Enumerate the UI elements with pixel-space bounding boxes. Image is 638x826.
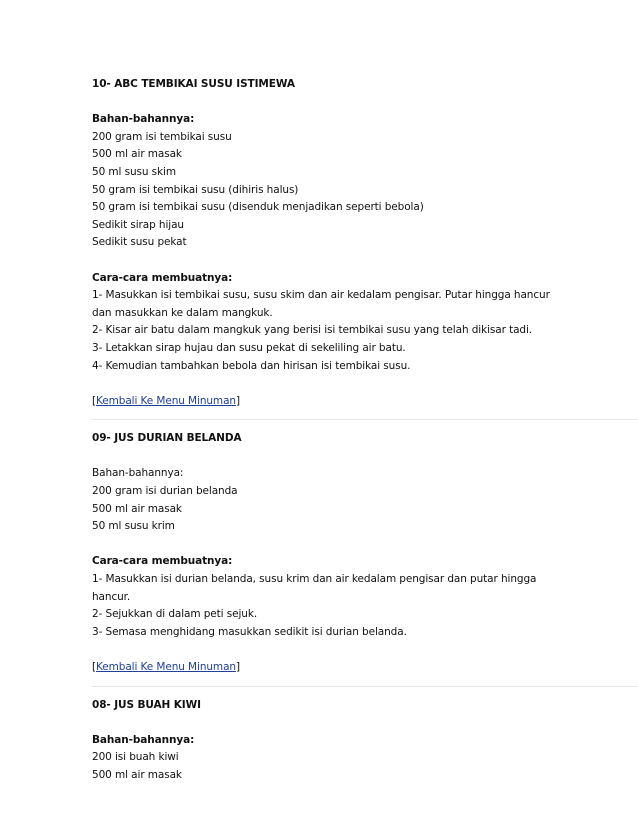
method-step: 3- Semasa menghidang masukkan sedikit isi durian belanda. — [92, 625, 407, 638]
bracket-open: [ — [92, 661, 96, 673]
recipe-section — [92, 430, 638, 676]
method-step: hancur. — [92, 590, 131, 603]
ingredient-item: 500 ml air masak — [92, 768, 182, 781]
recipe-title: 09- JUS DURIAN BELANDA — [92, 432, 242, 445]
method-step: 3- Letakkan sirap hujau dan susu pekat di sekeliling air batu. — [92, 341, 406, 354]
recipe-title: 08- JUS BUAH KIWI — [92, 698, 201, 711]
bracket-open: [ — [92, 394, 96, 407]
method-step: dan masukkan ke dalam mangkuk. — [92, 306, 273, 319]
ingredient-item: 200 isi buah kiwi — [92, 751, 179, 764]
ingredient-item: 50 gram isi tembikai susu (dihiris halus) — [92, 183, 299, 196]
method-step: 1- Masukkan isi durian belanda, susu krim dan air kedalam pengisar dan putar hingga — [92, 573, 537, 586]
back-to-drinks-menu-link[interactable]: Kembali Ke Menu Minuman — [96, 394, 236, 407]
method-heading: Cara-cara membuatnya: — [92, 555, 233, 568]
bracket-close: ] — [235, 394, 240, 407]
ingredient-item: 500 ml air masak — [92, 148, 182, 161]
ingredient-item: 50 ml susu krim — [92, 520, 175, 533]
back-link-row — [92, 393, 638, 411]
method-step: 2- Sejukkan di dalam peti sejuk. — [92, 608, 258, 621]
back-link-row — [92, 659, 638, 677]
ingredient-item: 50 ml susu skim — [92, 165, 176, 178]
ingredients-heading: Bahan-bahannya: — [92, 733, 195, 746]
document-page — [92, 76, 638, 785]
ingredient-item: 500 ml air masak — [92, 502, 182, 515]
ingredient-item: 200 gram isi durian belanda — [92, 485, 238, 498]
ingredients-heading: Bahan-bahannya: — [92, 467, 184, 480]
method-step: 4- Kemudian tambahkan bebola dan hirisan isi tembikai susu. — [92, 359, 411, 372]
ingredients-heading: Bahan-bahannya: — [92, 113, 195, 126]
recipe-section — [92, 697, 638, 785]
ingredient-item: 50 gram isi tembikai susu (disenduk menjadikan seperti bebola) — [92, 201, 424, 214]
recipe-title: 10- ABC TEMBIKAI SUSU ISTIMEWA — [92, 78, 295, 90]
method-step: 2- Kisar air batu dalam mangkuk yang berisi isi tembikai susu yang telah dikisar tadi. — [92, 324, 533, 337]
bracket-close: ] — [235, 661, 240, 673]
back-to-drinks-menu-link[interactable]: Kembali Ke Menu Minuman — [96, 661, 236, 673]
ingredient-item: 200 gram isi tembikai susu — [92, 130, 232, 143]
ingredient-item: Sedikit sirap hijau — [92, 218, 184, 231]
ingredient-item: Sedikit susu pekat — [92, 236, 187, 249]
method-heading: Cara-cara membuatnya: — [92, 271, 233, 284]
method-step: 1- Masukkan isi tembikai susu, susu skim dan air kedalam pengisar. Putar hingga hancur — [92, 289, 550, 302]
recipe-section — [92, 76, 638, 410]
